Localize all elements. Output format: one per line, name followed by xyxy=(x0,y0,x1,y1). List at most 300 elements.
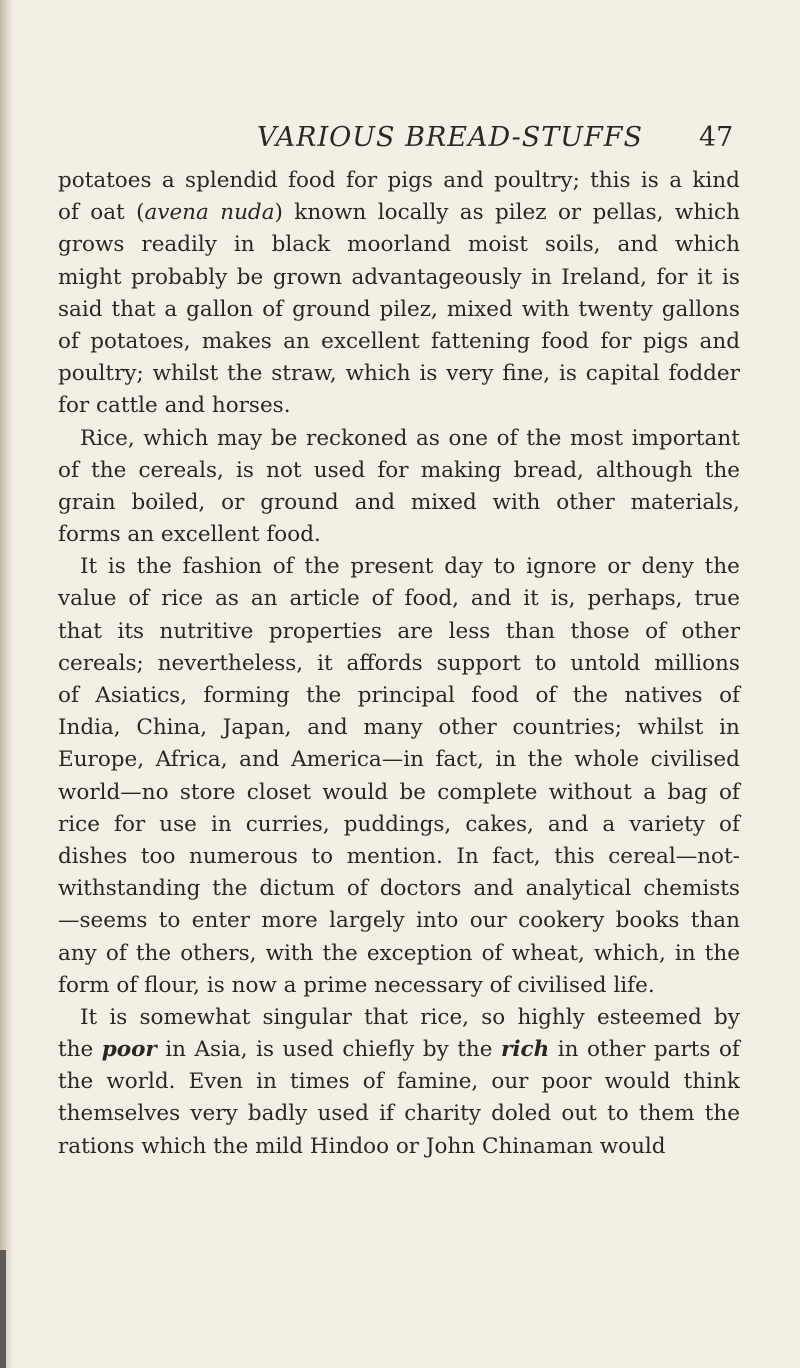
word: Europe, xyxy=(58,747,145,773)
word: think xyxy=(683,1069,740,1095)
word: making xyxy=(420,457,502,483)
word: said xyxy=(58,296,103,322)
word: and xyxy=(699,328,740,354)
word: of xyxy=(128,586,150,612)
word: cereal—not- xyxy=(608,843,740,869)
word: is xyxy=(109,1004,128,1030)
word: somewhat xyxy=(139,1004,251,1030)
word: more xyxy=(261,908,318,934)
word: fashion xyxy=(182,554,262,580)
word: poultry; xyxy=(58,361,144,387)
page-number: 47 xyxy=(699,122,734,153)
word: numerous xyxy=(189,843,298,869)
word: moorland xyxy=(347,232,452,258)
word: used xyxy=(317,1101,369,1127)
word: principal xyxy=(357,683,455,708)
word: exception xyxy=(366,940,473,966)
word: untold xyxy=(570,650,641,676)
word: other xyxy=(681,618,740,644)
word: of xyxy=(262,296,284,322)
word: parts xyxy=(653,1037,711,1063)
word: are xyxy=(397,618,434,644)
page-gutter-shadow xyxy=(0,0,14,1368)
word: of xyxy=(719,683,740,708)
word: the xyxy=(457,1037,493,1063)
word: advantageously xyxy=(351,264,522,290)
word: the xyxy=(135,940,172,966)
text-line xyxy=(58,326,740,358)
word: pigs xyxy=(642,328,689,354)
word: and xyxy=(307,715,348,741)
word: used xyxy=(313,457,366,483)
word: if xyxy=(379,1101,394,1127)
word: times xyxy=(289,1069,350,1095)
word: this xyxy=(554,843,595,869)
word: others, xyxy=(180,940,257,966)
word: the xyxy=(227,361,263,387)
word: which xyxy=(674,200,740,226)
word: highly xyxy=(517,1004,585,1030)
word: a xyxy=(643,779,657,805)
word: to xyxy=(493,554,516,580)
word: the xyxy=(526,425,562,451)
word: into xyxy=(416,908,459,934)
line-text: forms an excellent food. xyxy=(58,522,321,548)
word: of xyxy=(535,683,557,708)
running-title: VARIOUS BREAD-STUFFS xyxy=(257,122,644,153)
word: Rice, xyxy=(80,425,135,451)
word: of xyxy=(362,1069,384,1095)
word: which xyxy=(143,425,209,451)
word: perhaps, xyxy=(587,586,683,612)
word: is xyxy=(236,457,254,483)
word: countries; xyxy=(512,715,622,741)
word: to xyxy=(607,1101,629,1127)
word: by xyxy=(422,1037,449,1063)
word: Japan, xyxy=(222,715,292,741)
word: materials, xyxy=(630,489,740,515)
body-text xyxy=(58,165,740,1163)
word: cereals, xyxy=(138,457,224,483)
word: or xyxy=(221,489,245,515)
text-line xyxy=(58,358,740,390)
word: and xyxy=(239,747,280,773)
word: a xyxy=(161,168,175,193)
word: is xyxy=(107,554,126,580)
word: with xyxy=(521,296,570,322)
text-line xyxy=(58,229,740,261)
word: is xyxy=(640,168,659,193)
word: than xyxy=(690,908,740,934)
word: important xyxy=(631,425,740,451)
word: puddings, xyxy=(343,811,452,837)
word: grain xyxy=(58,489,116,515)
word: properties xyxy=(268,618,382,644)
text-line xyxy=(58,809,740,841)
word: enter xyxy=(191,908,250,934)
word: be xyxy=(399,779,426,805)
text-line xyxy=(58,616,740,648)
word: that xyxy=(364,1004,409,1030)
word: of xyxy=(718,1037,740,1063)
word: poor xyxy=(101,1037,157,1063)
word: potatoes xyxy=(58,168,152,193)
word: in xyxy=(495,747,517,773)
word: to xyxy=(534,650,557,676)
word: known xyxy=(294,200,367,226)
word: rice, xyxy=(420,1004,470,1030)
word: less xyxy=(448,618,491,644)
word: nutritive xyxy=(159,618,254,644)
word: food xyxy=(288,168,336,193)
word: bread, xyxy=(513,457,584,483)
word: support xyxy=(436,650,521,676)
text-line xyxy=(58,680,740,712)
word: is xyxy=(256,1037,275,1063)
word: dishes xyxy=(58,843,128,869)
word: present xyxy=(350,554,434,580)
word: locally xyxy=(377,200,449,226)
word: by xyxy=(713,1004,740,1030)
word: kind xyxy=(692,168,740,193)
word: not xyxy=(266,457,302,483)
word: with xyxy=(492,489,541,515)
word: pigs xyxy=(387,168,433,193)
word: its xyxy=(117,618,144,644)
line-text: rations which the mild Hindoo or John Chinaman would xyxy=(58,1133,666,1159)
word: whilst xyxy=(152,361,219,387)
word: Asiatics, xyxy=(95,683,188,708)
word: the xyxy=(704,457,740,483)
text-line xyxy=(58,1098,740,1130)
word: doctors xyxy=(379,876,462,902)
word: use xyxy=(159,811,197,837)
word: ignore xyxy=(526,554,597,580)
word: it xyxy=(697,264,713,290)
word: grown xyxy=(272,264,342,290)
word: store xyxy=(179,779,236,805)
word: for xyxy=(656,264,688,290)
word: the xyxy=(704,554,740,580)
word: gallon xyxy=(186,296,254,322)
word: true xyxy=(694,586,740,612)
word: nuda) xyxy=(220,200,283,226)
word: complete xyxy=(437,779,538,805)
word: of xyxy=(719,811,740,837)
word: or xyxy=(557,200,582,226)
word: mention. xyxy=(346,843,443,869)
word: one xyxy=(448,425,489,451)
text-line xyxy=(58,165,740,197)
word: an xyxy=(283,328,310,354)
word: rich xyxy=(501,1037,550,1063)
word: books xyxy=(615,908,680,934)
line-text: for cattle and horses. xyxy=(58,393,291,419)
text-line xyxy=(58,390,740,422)
word: cereals; xyxy=(58,650,144,676)
word: potatoes, xyxy=(90,328,191,354)
word: dictum xyxy=(259,876,335,902)
text-line xyxy=(58,938,740,970)
word: Asia, xyxy=(194,1037,248,1063)
word: splendid xyxy=(185,168,278,193)
word: of xyxy=(58,328,79,354)
word: capital xyxy=(585,361,660,387)
word: is xyxy=(721,264,740,290)
word: a xyxy=(602,811,616,837)
word: the xyxy=(527,747,563,773)
word: gallons xyxy=(661,296,740,322)
word: and xyxy=(443,168,484,193)
word: whilst xyxy=(637,715,704,741)
word: the xyxy=(304,554,340,580)
word: of xyxy=(58,457,79,483)
word: this xyxy=(590,168,631,193)
running-head xyxy=(0,122,800,162)
word: poultry; xyxy=(494,168,580,193)
word: natives xyxy=(624,683,703,708)
text-line xyxy=(58,1034,740,1066)
word: famine, xyxy=(396,1069,479,1095)
text-line xyxy=(58,423,740,455)
text-line xyxy=(58,455,740,487)
word: boiled, xyxy=(131,489,206,515)
word: Even xyxy=(188,1069,243,1095)
word: Africa, xyxy=(155,747,228,773)
word: the xyxy=(572,683,609,708)
word: it xyxy=(317,650,333,676)
word: fodder xyxy=(668,361,740,387)
word: in xyxy=(674,940,696,966)
word: and xyxy=(617,232,658,258)
word: be xyxy=(270,425,298,451)
word: and xyxy=(473,876,514,902)
word: which xyxy=(345,361,411,387)
word: rice xyxy=(161,586,204,612)
word: cakes, xyxy=(465,811,534,837)
text-line xyxy=(58,841,740,873)
word: and xyxy=(354,489,395,515)
word: be xyxy=(236,264,264,290)
text-line xyxy=(58,262,740,294)
word: of xyxy=(371,586,393,612)
word: probably xyxy=(130,264,228,290)
word: largely xyxy=(329,908,405,934)
word: in xyxy=(256,1069,277,1095)
word: the xyxy=(58,1069,94,1095)
word: any xyxy=(58,940,97,966)
word: of xyxy=(58,200,79,226)
text-line xyxy=(58,1002,740,1034)
word: food, xyxy=(404,586,459,612)
word: forming xyxy=(203,683,290,708)
word: to xyxy=(158,908,181,934)
text-line xyxy=(58,777,740,809)
word: might xyxy=(58,264,122,290)
word: food xyxy=(541,328,590,354)
word: doled xyxy=(491,1101,552,1127)
word: closet xyxy=(246,779,312,805)
word: themselves xyxy=(58,1101,181,1127)
word: to xyxy=(311,843,334,869)
word: curries, xyxy=(245,811,330,837)
word: pilez xyxy=(495,200,547,226)
word: It xyxy=(80,1004,98,1030)
word: those xyxy=(570,618,630,644)
word: in xyxy=(531,264,552,290)
word: esteemed xyxy=(597,1004,702,1030)
word: world. xyxy=(106,1069,176,1095)
word: charity xyxy=(404,1101,481,1127)
word: cookery xyxy=(518,908,605,934)
word: soils, xyxy=(544,232,601,258)
text-line xyxy=(58,970,740,1002)
word: nevertheless, xyxy=(157,650,304,676)
word: withstanding xyxy=(58,876,201,902)
word: food xyxy=(471,683,519,708)
word: for xyxy=(114,811,146,837)
word: other xyxy=(438,715,497,741)
word: chemists xyxy=(643,876,740,902)
text-line xyxy=(58,744,740,776)
word: as xyxy=(459,200,484,226)
word: in xyxy=(165,1037,186,1063)
word: article xyxy=(289,586,360,612)
word: and xyxy=(547,811,589,837)
word: other xyxy=(586,1037,646,1063)
word: or xyxy=(607,554,631,580)
text-line xyxy=(58,712,740,744)
word: makes xyxy=(201,328,272,354)
word: for xyxy=(345,168,378,193)
word: straw, xyxy=(271,361,337,387)
word: In xyxy=(456,843,479,869)
word: the xyxy=(704,940,740,966)
word: millions xyxy=(654,650,740,676)
text-line xyxy=(58,905,740,937)
word: many xyxy=(363,715,423,741)
word: excellent xyxy=(321,328,420,354)
word: It xyxy=(80,554,98,580)
word: chiefly xyxy=(342,1037,415,1063)
text-line xyxy=(58,1066,740,1098)
margin-shadow xyxy=(0,1250,6,1368)
word: although xyxy=(595,457,693,483)
word: with xyxy=(265,940,314,966)
word: pilez, xyxy=(379,296,438,322)
word: analytical xyxy=(525,876,632,902)
word: without xyxy=(548,779,632,805)
word: a xyxy=(669,168,683,193)
word: readily xyxy=(141,232,217,258)
word: rice xyxy=(58,811,100,837)
word: would xyxy=(322,779,389,805)
word: (avena xyxy=(136,200,209,226)
word: fine, xyxy=(502,361,551,387)
word: of xyxy=(105,940,127,966)
word: the xyxy=(306,683,342,708)
word: black xyxy=(271,232,331,258)
word: for xyxy=(600,328,632,354)
word: used xyxy=(282,1037,334,1063)
word: pellas, xyxy=(592,200,664,226)
word: in xyxy=(719,715,740,741)
word: bag xyxy=(667,779,708,805)
word: whole xyxy=(574,747,640,773)
text-line xyxy=(58,648,740,680)
word: of xyxy=(718,779,740,805)
word: it xyxy=(523,586,539,612)
word: too xyxy=(140,843,176,869)
word: poor xyxy=(541,1069,592,1095)
word: ground xyxy=(260,489,339,515)
word: of xyxy=(346,876,368,902)
word: in xyxy=(233,232,255,258)
word: most xyxy=(570,425,624,451)
word: the xyxy=(136,554,172,580)
text-line xyxy=(58,1131,740,1163)
word: is xyxy=(419,361,438,387)
text-line xyxy=(58,519,740,551)
word: affords xyxy=(346,650,423,676)
word: other xyxy=(556,489,615,515)
word: of xyxy=(481,940,503,966)
word: very xyxy=(190,1101,238,1127)
word: in xyxy=(210,811,232,837)
word: and xyxy=(470,586,512,612)
word: in xyxy=(557,1037,579,1063)
line-text: form of flour, is now a prime necessary of civilised life. xyxy=(58,972,655,998)
word: as xyxy=(416,425,440,451)
word: so xyxy=(481,1004,506,1030)
word: the xyxy=(58,1037,94,1063)
word: fact, xyxy=(492,843,541,869)
word: moist xyxy=(468,232,528,258)
word: India, xyxy=(58,715,121,741)
word: the xyxy=(322,940,358,966)
word: fact, xyxy=(435,747,484,773)
word: may xyxy=(216,425,263,451)
word: which xyxy=(674,232,740,258)
word: fattening xyxy=(430,328,531,354)
word: of xyxy=(496,425,518,451)
word: singular xyxy=(262,1004,352,1030)
word: reckoned xyxy=(306,425,408,451)
text-line xyxy=(58,487,740,519)
word: a xyxy=(164,296,178,322)
text-line xyxy=(58,551,740,583)
word: twenty xyxy=(578,296,653,322)
word: America—in xyxy=(291,747,424,773)
word: the xyxy=(704,1101,740,1127)
word: deny xyxy=(641,554,694,580)
word: Ireland, xyxy=(561,264,647,290)
word: for xyxy=(377,457,409,483)
word: that xyxy=(58,618,102,644)
word: is, xyxy=(550,586,576,612)
word: grows xyxy=(58,232,125,258)
word: than xyxy=(505,618,555,644)
word: would xyxy=(604,1069,671,1095)
word: of xyxy=(272,554,294,580)
word: civilised xyxy=(650,747,740,773)
word: an xyxy=(250,586,278,612)
word: ground xyxy=(292,296,371,322)
word: of xyxy=(58,683,79,708)
word: of xyxy=(645,618,667,644)
word: badly xyxy=(247,1101,308,1127)
word: the xyxy=(91,457,127,483)
